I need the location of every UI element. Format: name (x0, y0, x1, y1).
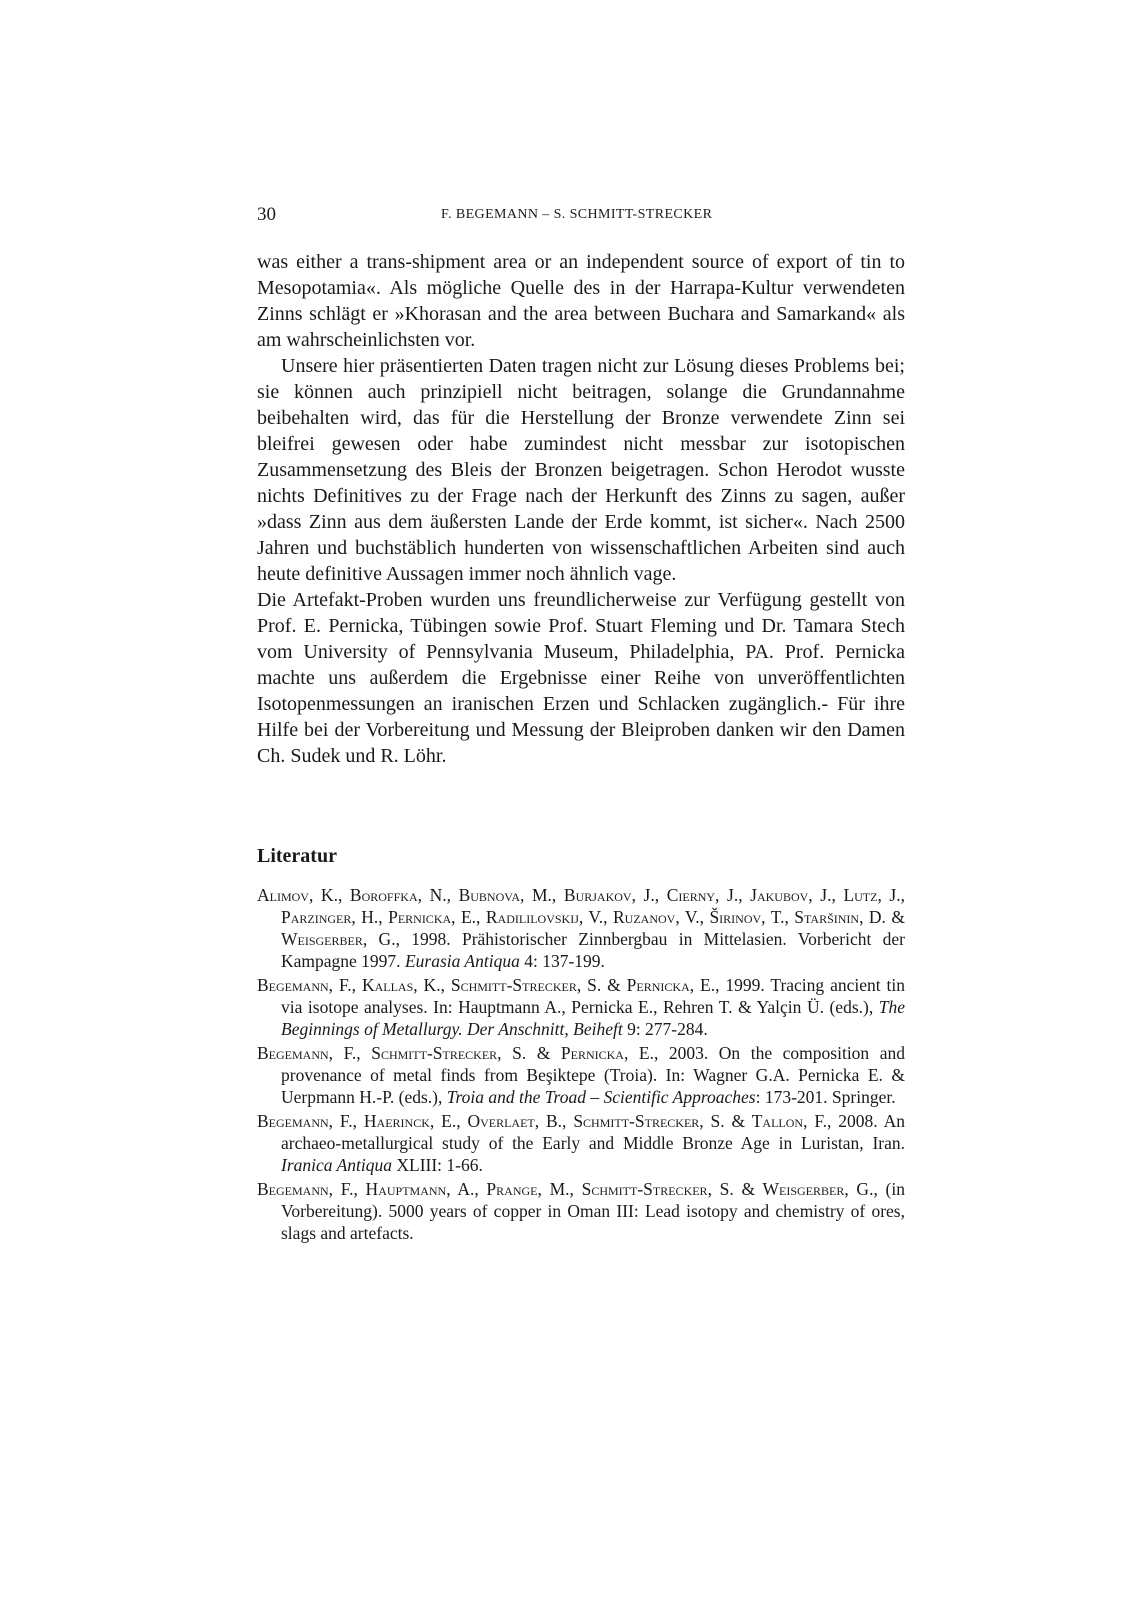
reference-item (257, 1178, 905, 1244)
running-head-authors: F. BEGEMANN – S. SCHMITT-STRECKER (441, 207, 713, 222)
reference-item (257, 1110, 905, 1176)
page-number: 30 (257, 204, 276, 225)
reference-tail: XLIII: 1-66. (392, 1155, 483, 1175)
reference-authors: Begemann, F., Haerinck, E., Overlaet, B., Schmitt-Strecker, S. & Tallon, F. (257, 1111, 828, 1131)
reference-journal: Troia and the Troad – Scientific Approaches (446, 1087, 756, 1107)
reference-text: , 2003. On the composition and provenance of metal finds from Beşiktepe (Troia). In: Wagner G.A. Pernicka E. & Uerpmann H.-P. (eds.), (281, 1043, 905, 1107)
reference-list (257, 884, 905, 1246)
reference-journal: The Beginnings of Metallurgy. Der Anschnitt, Beiheft (281, 997, 905, 1039)
reference-tail: 4: 137-199. (519, 951, 605, 971)
running-head (257, 204, 905, 228)
reference-text: , 1998. Prähistorischer Zinnbergbau in Mittelasien. Vorbericht der Kampagne 1997. (281, 929, 905, 971)
reference-item (257, 974, 905, 1040)
reference-authors: Alimov, K., Boroffka, N., Bubnova, M., Burjakov, J., Cierny, J., Jakubov, J., Lutz, J., Parzinger, H., Pernicka, E., Radililovskij, V., Ruzanov, V., Širinov, T., Staršinin, D. & Weisgerber, G. (257, 885, 905, 949)
body-text (257, 249, 905, 769)
reference-text: , (in Vorbereitung). 5000 years of copper in Oman III: Lead isotopy and chemistry of ores, slags and artefacts. (281, 1179, 905, 1243)
paragraph: Unsere hier präsentierten Daten tragen nicht zur Lösung dieses Problems bei; sie können auch prinzipiell nicht beitragen, solange die Grundannahme beibehalten wird, das für die Herstellung der Bronze verwendete Zinn sei bleifrei gewesen oder habe zumindest nicht messbar zur isotopischen Zusammensetzung des Bleis der Bronzen beigetragen. Schon Herodot wusste nichts Definitives zu der Frage nach der Herkunft des Zinns zu sagen, außer »dass Zinn aus dem äußersten Lande der Erde kommt, ist sicher«. Nach 2500 Jahren und buchstäblich hunderten von wissenschaftlichen Arbeiten sind auch heute definitive Aussagen immer noch ähnlich vage. (257, 355, 905, 585)
reference-authors: Begemann, F., Kallas, K., Schmitt-Strecker, S. & Pernicka, E. (257, 975, 716, 995)
reference-item (257, 1042, 905, 1108)
reference-text: , 2008. An archaeo-metallurgical study of the Early and Middle Bronze Age in Luristan, Iran. (281, 1111, 905, 1153)
paragraph: was either a trans-shipment area or an independent source of export of tin to Mesopotamia«. Als mögliche Quelle des in der Harrapa-Kultur verwendeten Zinns schlägt er »Khorasan and the area between Buchara and Samarkand« als am wahrscheinlichsten vor. (257, 251, 905, 351)
reference-tail: 9: 277-284. (622, 1019, 708, 1039)
reference-authors: Begemann, F., Hauptmann, A., Prange, M., Schmitt-Strecker, S. & Weisgerber, G. (257, 1179, 874, 1199)
reference-authors: Begemann, F., Schmitt-Strecker, S. & Pernicka, E. (257, 1043, 654, 1063)
page (257, 0, 905, 1600)
reference-tail: : 173-201. Springer. (755, 1087, 896, 1107)
reference-journal: Iranica Antiqua (281, 1155, 392, 1175)
reference-item (257, 884, 905, 972)
reference-journal: Eurasia Antiqua (404, 951, 520, 971)
acknowledgements-paragraph: Die Artefakt-Proben wurden uns freundlicherweise zur Verfügung gestellt von Prof. E. Pernicka, Tübingen sowie Prof. Stuart Fleming und Dr. Tamara Stech vom University of Pennsylvania Museum, Philadelphia, PA. Prof. Pernicka machte uns außerdem die Ergebnisse einer Reihe von unveröffentlichten Isotopenmessungen an iranischen Erzen und Schlacken zugänglich.- Für ihre Hilfe bei der Vorbereitung und Messung der Bleiproben danken wir den Damen Ch. Sudek und R. Löhr. (257, 589, 905, 767)
reference-text: , 1999. Tracing ancient tin via isotope analyses. In: Hauptmann A., Pernicka E., Rehren T. & Yalçin Ü. (eds.), (281, 975, 905, 1017)
literature-heading: Literatur (257, 845, 337, 867)
